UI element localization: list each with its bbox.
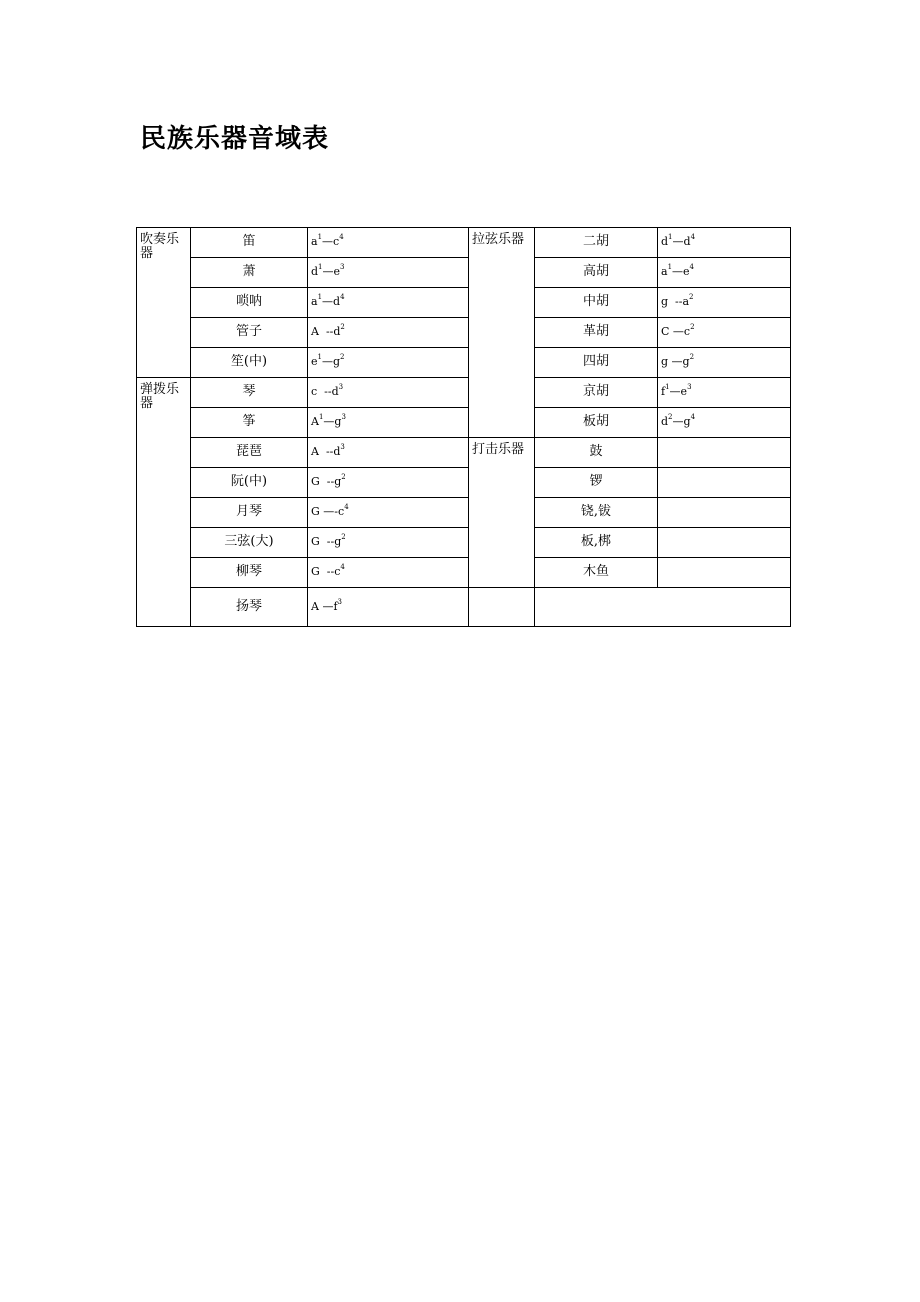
range-high-note: —c: [322, 235, 340, 249]
range-high-note: —g: [323, 415, 342, 429]
range-high-note: --c: [326, 565, 341, 579]
range-low-note: g: [661, 295, 676, 309]
octave-mark: 3: [337, 597, 342, 606]
range-low-note: e: [311, 355, 318, 369]
range-cell: [308, 558, 469, 588]
octave-mark: 1: [317, 353, 322, 362]
range-cell: [658, 498, 791, 528]
octave-mark: 4: [340, 293, 345, 302]
range-high-note: --g: [326, 475, 342, 489]
category-percussion: 打击乐器: [469, 438, 535, 588]
octave-mark: 2: [340, 323, 345, 332]
octave-mark: 1: [668, 233, 673, 242]
range-cell: [658, 258, 791, 288]
range-low-note: d: [661, 235, 669, 249]
range-high-note: --d: [325, 445, 341, 459]
range-low-note: A: [311, 445, 326, 459]
octave-mark: 4: [690, 233, 696, 242]
range-cell: [658, 228, 791, 258]
range-high-note: —d: [322, 295, 341, 309]
range-high-note: —-c: [323, 505, 345, 519]
range-cell: [308, 318, 469, 348]
range-cell: [308, 258, 469, 288]
instrument-name: 锣: [535, 468, 658, 498]
range-cell: [658, 288, 791, 318]
range-low-note: C: [661, 325, 673, 339]
instrument-name: 扬琴: [191, 588, 308, 627]
range-low-note: G: [311, 505, 324, 519]
instrument-name: 管子: [191, 318, 308, 348]
instrument-name: 萧: [191, 258, 308, 288]
octave-mark: 2: [690, 323, 695, 332]
range-low-note: a: [661, 265, 668, 279]
range-high-note: —g: [672, 415, 691, 429]
range-cell: [308, 438, 469, 468]
range-low-note: G: [311, 535, 327, 549]
range-low-note: d: [661, 415, 669, 429]
instrument-name: 板胡: [535, 408, 658, 438]
range-high-note: —g: [321, 355, 341, 369]
range-high-note: —c: [672, 325, 691, 339]
range-cell: [658, 378, 791, 408]
range-cell: [658, 348, 791, 378]
instrument-name: 笛: [191, 228, 308, 258]
range-high-note: —f: [322, 599, 338, 613]
octave-mark: 1: [318, 413, 324, 422]
instrument-name: 筝: [191, 408, 308, 438]
range-low-note: a: [311, 235, 318, 249]
range-cell: [658, 468, 791, 498]
range-cell: [308, 378, 469, 408]
range-high-note: —e: [322, 265, 341, 279]
range-low-note: f: [661, 385, 666, 399]
instrument-name: 鼓: [535, 438, 658, 468]
instrument-name: 京胡: [535, 378, 658, 408]
octave-mark: 4: [689, 263, 695, 272]
range-low-note: d: [311, 265, 319, 279]
range-low-note: c: [311, 385, 325, 399]
octave-mark: 2: [668, 413, 673, 422]
octave-mark: 1: [317, 233, 323, 242]
instrument-name: 唢呐: [191, 288, 308, 318]
range-low-note: a: [311, 295, 318, 309]
category-pluck: 弹拨乐器: [137, 378, 191, 627]
range-low-note: A: [311, 325, 326, 339]
range-high-note: —e: [672, 265, 690, 279]
octave-mark: 3: [340, 443, 345, 452]
range-high-note: --d: [324, 385, 339, 399]
octave-mark: 2: [689, 353, 695, 362]
range-low-note: A: [311, 415, 319, 429]
octave-mark: 2: [340, 353, 345, 362]
octave-mark: 2: [689, 293, 694, 302]
instrument-name: 三弦(大): [191, 528, 308, 558]
range-cell: [308, 348, 469, 378]
range-cell: [658, 318, 791, 348]
instrument-name: 四胡: [535, 348, 658, 378]
instrument-name: 铙,钹: [535, 498, 658, 528]
range-cell: [308, 588, 469, 627]
octave-mark: 4: [344, 503, 349, 512]
range-low-note: G: [311, 565, 327, 579]
instrument-name: 琴: [191, 378, 308, 408]
octave-mark: 4: [690, 413, 696, 422]
range-high-note: --g: [326, 535, 342, 549]
range-cell: [308, 228, 469, 258]
octave-mark: 1: [667, 263, 673, 272]
empty-cell: [535, 588, 791, 627]
octave-mark: 3: [340, 263, 345, 272]
empty-cell: [469, 588, 535, 627]
instrument-range-table: [136, 227, 791, 627]
octave-mark: 3: [338, 383, 344, 392]
instrument-name: 月琴: [191, 498, 308, 528]
octave-mark: 2: [341, 473, 346, 482]
octave-mark: 4: [339, 233, 344, 242]
range-high-note: —e: [669, 385, 688, 399]
range-cell: [308, 288, 469, 318]
category-wind: 吹奏乐器: [137, 228, 191, 378]
instrument-name: 琵琶: [191, 438, 308, 468]
instrument-name: 板,梆: [535, 528, 658, 558]
instrument-name: 木鱼: [535, 558, 658, 588]
range-low-note: G: [311, 475, 327, 489]
range-cell: [658, 558, 791, 588]
instrument-name: 柳琴: [191, 558, 308, 588]
octave-mark: 1: [318, 263, 323, 272]
range-high-note: —g: [671, 355, 690, 369]
octave-mark: 4: [340, 563, 345, 572]
range-cell: [308, 528, 469, 558]
instrument-name: 中胡: [535, 288, 658, 318]
range-high-note: --a: [675, 295, 690, 309]
range-cell: [308, 498, 469, 528]
range-cell: [658, 408, 791, 438]
range-high-note: —d: [672, 235, 691, 249]
octave-mark: 1: [317, 293, 323, 302]
octave-mark: 1: [665, 383, 670, 392]
octave-mark: 2: [341, 533, 346, 542]
category-bowed: 拉弦乐器: [469, 228, 535, 438]
range-cell: [658, 528, 791, 558]
range-cell: [658, 438, 791, 468]
instrument-name: 笙(中): [191, 348, 308, 378]
range-cell: [308, 468, 469, 498]
octave-mark: 3: [341, 413, 346, 422]
instrument-name: 二胡: [535, 228, 658, 258]
instrument-name: 高胡: [535, 258, 658, 288]
range-low-note: A: [311, 599, 323, 613]
page-title: 民族乐器音域表: [140, 124, 330, 154]
range-high-note: --d: [325, 325, 341, 339]
instrument-name: 革胡: [535, 318, 658, 348]
instrument-name: 阮(中): [191, 468, 308, 498]
range-low-note: g: [661, 355, 672, 369]
range-cell: [308, 408, 469, 438]
octave-mark: 3: [687, 383, 692, 392]
